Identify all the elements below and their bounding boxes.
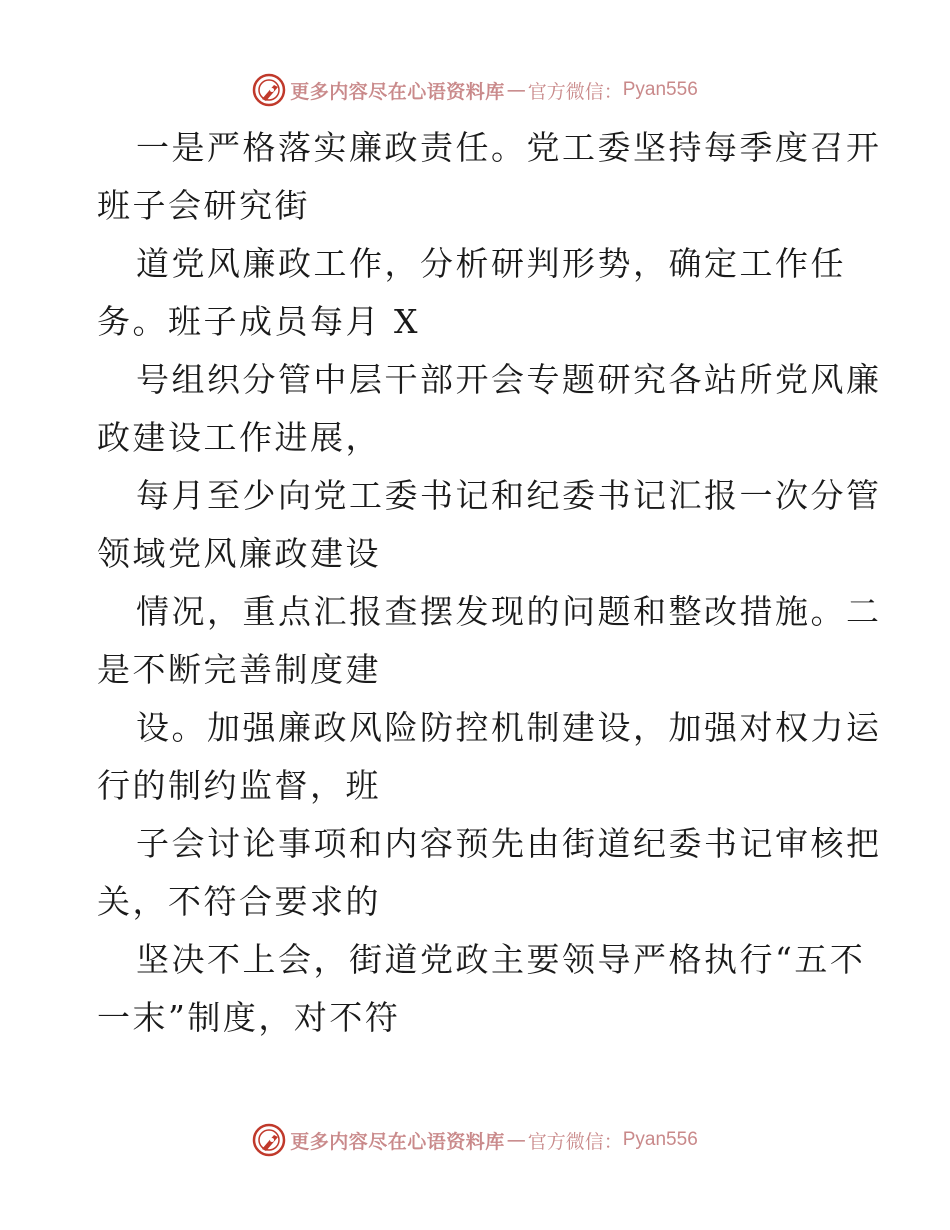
body-line-4: 务。班子成员每月 X [97, 302, 420, 341]
body-line-11: 设。加强廉政风险防控机制建设，加强对权力运 [136, 708, 882, 747]
body-line-3: 道党风廉政工作，分析研判形势，确定工作任 [136, 244, 846, 283]
pen-nib-logo-icon [252, 1123, 286, 1157]
body-line-9: 情况，重点汇报查摆发现的问题和整改措施。二 [136, 592, 882, 631]
body-line-14: 关，不符合要求的 [97, 882, 381, 921]
body-line-7: 每月至少向党工委书记和纪委书记汇报一次分管 [136, 476, 882, 515]
watermark-wechat-id: Pyan556 [622, 1129, 698, 1150]
body-line-13: 子会讨论事项和内容预先由街道纪委书记审核把 [136, 824, 882, 863]
watermark-dash: — [506, 1129, 526, 1151]
body-line-2: 班子会研究街 [97, 186, 310, 225]
footer-watermark [0, 1120, 950, 1160]
body-line-5: 号组织分管中层干部开会专题研究各站所党风廉 [136, 360, 882, 399]
watermark-dash: — [506, 79, 526, 101]
watermark-main-text: 更多内容尽在心语资料库 [290, 80, 505, 103]
header-watermark [0, 70, 950, 110]
body-line-6: 政建设工作进展， [97, 418, 381, 457]
body-line-15: 坚决不上会，街道党政主要领导严格执行“五不 [136, 940, 866, 979]
body-line-1: 一是严格落实廉政责任。党工委坚持每季度召开 [136, 128, 882, 167]
watermark-official-label: 官方微信： [527, 1130, 623, 1153]
watermark-main-text: 更多内容尽在心语资料库 [290, 1130, 505, 1153]
body-line-12: 行的制约监督，班 [97, 766, 381, 805]
watermark-wechat-id: Pyan556 [622, 79, 698, 100]
pen-nib-logo-icon [252, 73, 286, 107]
body-line-8: 领域党风廉政建设 [97, 534, 381, 573]
watermark-official-label: 官方微信： [527, 80, 623, 103]
body-line-16: 一末”制度，对不符 [97, 998, 401, 1037]
body-line-10: 是不断完善制度建 [97, 650, 381, 689]
